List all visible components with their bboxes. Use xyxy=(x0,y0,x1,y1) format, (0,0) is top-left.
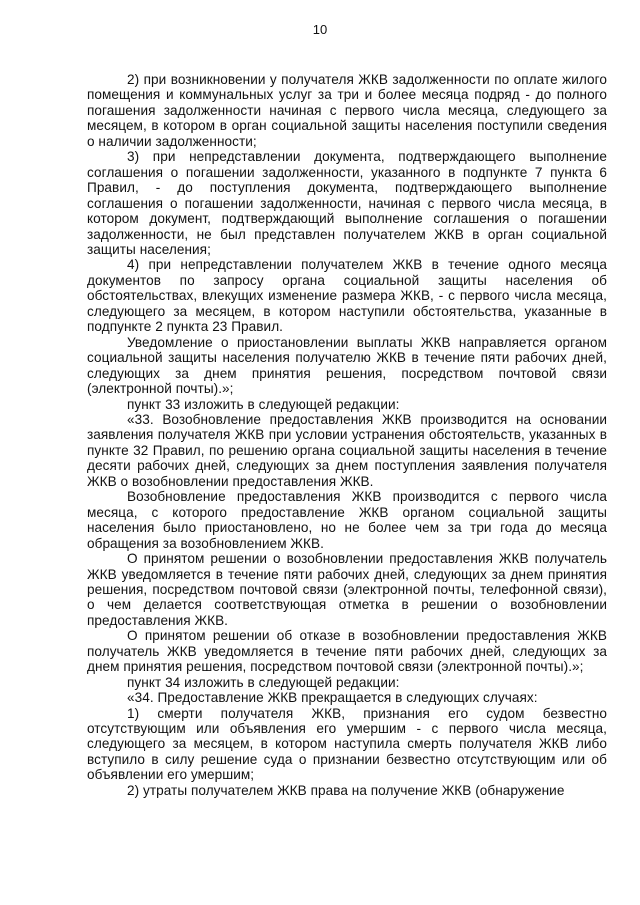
document-body xyxy=(87,72,607,798)
paragraph-suspension-notice: Уведомление о приостановлении выплаты ЖКВ направляется органом социальной защиты населения получателю ЖКВ в течение пяти рабочих дней, следующих за днем принятия решения, посредством почтовой связи (электронной почты).»; xyxy=(87,334,607,397)
paragraph-refusal-notice: О принятом решении об отказе в возобновлении предоставления ЖКВ получатель ЖКВ уведомляется в течение пяти рабочих дней, следующих за днем принятия решения, посредством почтовой связи (электронной почты).»; xyxy=(87,628,607,675)
page-number: 10 xyxy=(312,22,328,37)
paragraph-subitem-3: 3) при непредставлении документа, подтверждающего выполнение соглашения о погашении задолженности, указанного в подпункте 7 пункта 6 Правил, - до поступления документа, подтверждающего выполнение соглашения о погашении задолженности, начиная с первого числа месяца, в котором документ, подтверждающий выполнение соглашения о погашении задолженности, не был представлен получателем ЖКВ в орган социальной защиты населения; xyxy=(87,149,607,257)
paragraph-subitem-2: 2) при возникновении у получателя ЖКВ задолженности по оплате жилого помещения и коммунальных услуг за три и более месяца подряд - до полного погашения задолженности начиная с первого числа месяца, следующего за месяцем, в котором в орган социальной защиты населения поступили сведения о наличии задолженности; xyxy=(87,72,607,149)
paragraph-subitem-4: 4) при непредставлении получателем ЖКВ в течение одного месяца документов по запросу органа социальной защиты населения об обстоятельствах, влекущих изменение размера ЖКВ, - с первого числа месяца, следующего за месяцем, в котором наступили обстоятельства, указанные в подпункте 2 пункта 23 Правил. xyxy=(87,257,607,335)
paragraph-item-34-intro: пункт 34 изложить в следующей редакции: xyxy=(127,674,400,690)
paragraph-item-34-subitem-1: 1) смерти получателя ЖКВ, признания его судом безвестно отсутствующим или объявления его умершим - с первого числа месяца, следующего за месяцем, в котором наступила смерть получателя ЖКВ либо вступило в силу решение суда о признании безвестно отсутствующим или об объявлении его умершим; xyxy=(87,705,607,783)
paragraph-item-33-text: «33. Возобновление предоставления ЖКВ производится на основании заявления получателя ЖКВ при условии устранения обстоятельств, указанных в пункте 32 Правил, по решению органа социальной защиты населения в течение десяти рабочих дней, следующих за днем поступления заявления получателя ЖКВ о возобновлении предоставления ЖКВ. xyxy=(87,411,607,489)
paragraph-item-34-text: «34. Предоставление ЖКВ прекращается в следующих случаях: xyxy=(127,690,538,706)
paragraph-resumption-date: Возобновление предоставления ЖКВ производится с первого числа месяца, с которого предоставление ЖКВ органом социальной защиты населения было приостановлено, но не более чем за три года до месяца обращения за возобновлением ЖКВ. xyxy=(87,489,607,551)
paragraph-item-33-intro: пункт 33 изложить в следующей редакции: xyxy=(127,396,400,412)
paragraph-resumption-notice: О принятом решении о возобновлении предоставления ЖКВ получатель ЖКВ уведомляется в течение пяти рабочих дней, следующих за днем принятия решения, посредством почтовой связи (электронной почты, телефонной связи), о чем делается соответствующая отметка в решении о возобновлении предоставления ЖКВ. xyxy=(87,551,607,628)
paragraph-item-34-subitem-2: 2) утраты получателем ЖКВ права на получение ЖКВ (обнаружение xyxy=(127,782,565,798)
